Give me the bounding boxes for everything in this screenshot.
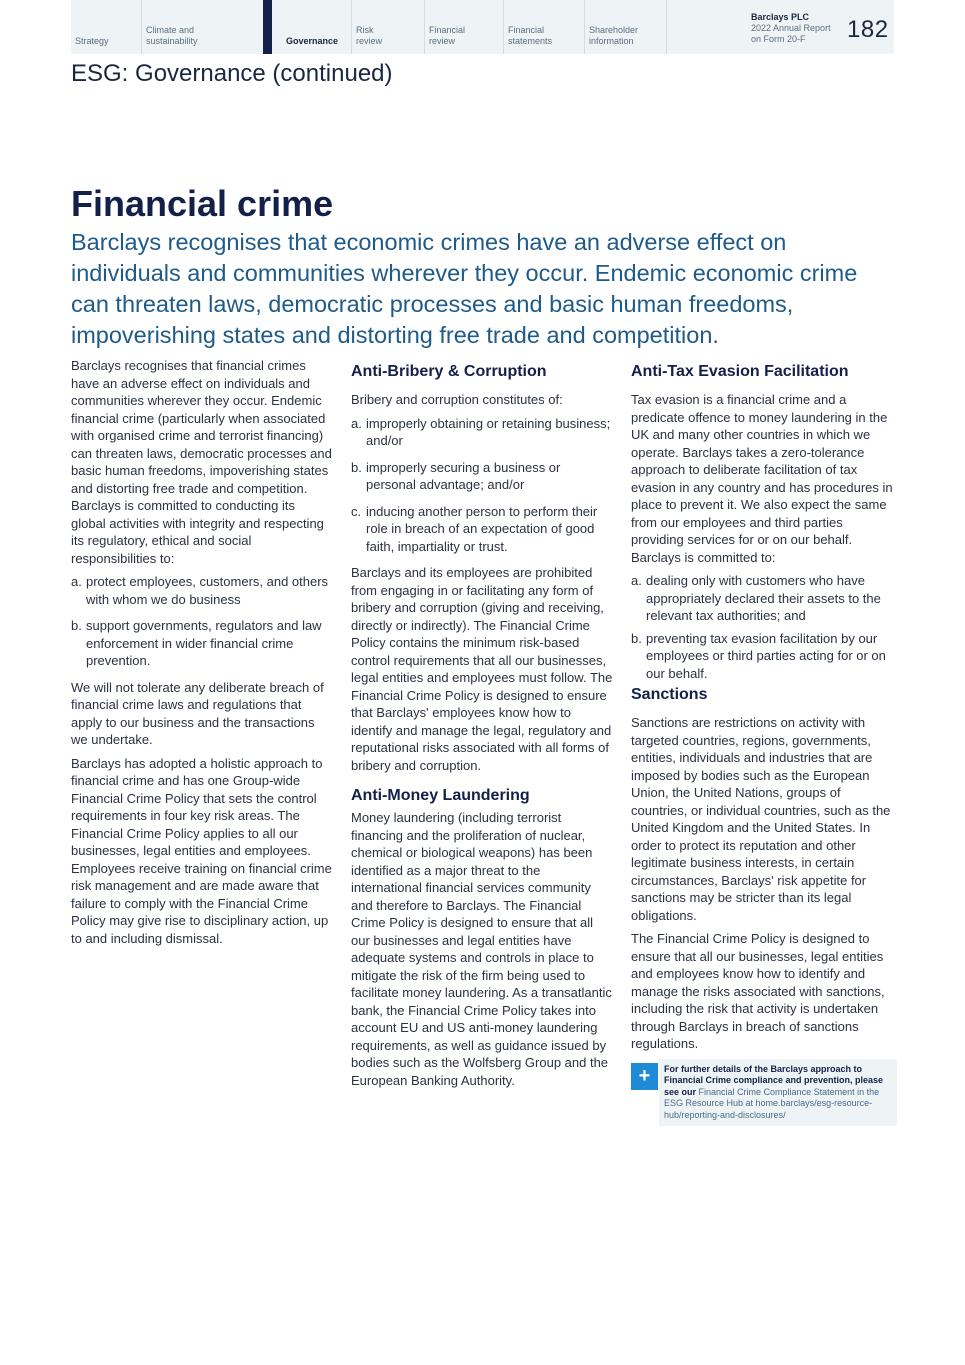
list-item [351,459,613,494]
tab-label: Financial statements [508,25,553,46]
list-item [71,617,333,670]
intro-paragraph: Barclays recognises that economic crimes have an adverse effect on individuals and communities wherever they occur. Endemic economic crime can threaten laws, democratic processes and basic human freedoms, impoverishing states and distorting free trade and competition. [71,229,858,348]
paragraph: Barclays has adopted a holistic approach to financial crime and has one Group-wide Financial Crime Policy that sets the control requirements in four key risk areas. The Financial Crime Policy applies to all our businesses, legal entities and employees. Employees receive training on financial crime risk management and are made aware that failure to comply with the Financial Crime Policy may give rise to disciplinary action, up to and including dismissal. [71,755,332,946]
list-marker: b. [71,618,82,633]
list-item [631,572,896,625]
list-item-text: improperly obtaining or retaining business; and/or [366,415,611,448]
report-name: 2022 Annual Report on Form 20-F [751,23,831,44]
tab-label: Financial review [429,25,466,46]
column-3 [631,357,896,1126]
responsibilities-list [71,573,333,670]
list-item [351,503,613,556]
list-marker: b. [631,630,642,646]
bribery-list [351,415,613,556]
report-info [751,12,831,45]
tab-label: Shareholder information [589,25,639,46]
tab-label: Governance [286,36,339,46]
heading-anti-bribery: Anti-Bribery & Corruption [351,363,547,380]
tab-label: Strategy [75,36,109,46]
tab-label: Risk review [356,25,383,46]
list-item-text: preventing tax evasion facilitation by our employees or third parties acting for or on our behalf. [646,630,886,681]
page-number: 182 [847,16,889,43]
paragraph: The Financial Crime Policy is designed to ensure that all our businesses, legal entities and employees know how to identify and manage the risks associated with sanctions, including the risk that activity is undertaken through Barclays in breach of sanctions regulations. [631,931,885,1051]
tab-climate-and-sustainability[interactable] [141,0,263,54]
paragraph: Money laundering (including terrorist financing and the proliferation of nuclear, chemical or biological weapons) has been identified as a major threat to the international financial services community and therefore to Barclays. The Financial Crime Policy is designed to ensure that all our businesses and legal entities have adequate systems and controls in place to mitigate the risk of the firm being used to facilitate money laundering. As a transatlantic bank, the Financial Crime Policy takes into account EU and US anti-money laundering requirements, as well as guidance issued by bodies such as the Wolfsberg Group and the European Banking Authority. [351,810,612,1088]
list-item-text: protect employees, customers, and others with whom we do business [86,574,329,607]
list-item-text: dealing only with customers who have appropriately declared their assets to the relevant tax authorities; and [646,573,881,623]
tab-governance[interactable] [272,0,351,54]
list-marker: c. [351,503,362,519]
list-item [351,415,613,450]
list-item-text: inducing another person to perform their role in breach of an expectation of good faith, impartiality or trust. [366,503,598,554]
list-item-text: support governments, regulators and law enforcement in wider financial crime prevention. [86,618,322,668]
list-marker: a. [71,574,82,589]
top-navigation [71,0,894,54]
heading-anti-money-laundering: Anti-Money Laundering [351,787,530,804]
list-item-text: improperly securing a business or personal advantage; and/or [366,459,561,492]
heading-sanctions: Sanctions [631,686,708,703]
list-marker: a. [351,415,362,431]
note-bold-text: For further details of the Barclays approach to Financial Crime compliance and prevention, please see our [664,1063,884,1097]
paragraph: Bribery and corruption constitutes of: [351,392,563,407]
tab-shareholder-information[interactable] [584,0,666,54]
list-item [631,630,896,683]
tab-financial-statements[interactable] [503,0,584,54]
company-name: Barclays PLC [751,12,810,22]
tax-list [631,572,896,682]
paragraph: We will not tolerate any deliberate breach of financial crime laws and regulations that apply to our business and the transactions we undertake. [71,679,324,747]
section-title: ESG: Governance (continued) [71,60,393,87]
tab-strategy[interactable] [71,0,141,54]
paragraph: Barclays recognises that financial crimes have an adverse effect on individuals and communities wherever they occur. Endemic financial crime (particularly when associated with organised crime and terrorist financing) can threaten laws, democratic processes and basic human freedoms, impoverishing states and distorting free trade and competition. Barclays is committed to conducting its global activities with integrity and respecting its regulatory, ethical and social responsibilities to: [71,358,332,566]
tab-financial-review[interactable] [424,0,503,54]
paragraph: Sanctions are restrictions on activity with targeted countries, regions, governments, entities, individuals and industries that are imposed by bodies such as the European Union, the United Nations, groups of countries, or individual countries, such as the United Kingdom and the United States. In order to protect its reputation and other legitimate business interests, in certain circumstances, Barclays' risk appetite for sanctions may be stricter than its legal obligations. [631,715,891,923]
heading-anti-tax-evasion: Anti-Tax Evasion Facilitation [631,363,849,380]
active-tab-indicator [263,0,272,54]
tab-risk-review[interactable] [351,0,424,54]
paragraph: Tax evasion is a financial crime and a predicate offence to money laundering in the UK and many other countries in which we operate. Barclays takes a zero-tolerance approach to deliberate facilitation of tax evasion in any country and has procedures in place to prevent it. We also expect the same from our employees and third parties providing services for or on our behalf. Barclays is committed to: [631,392,893,565]
column-2 [351,357,613,1095]
list-marker: b. [351,459,362,475]
note-link-text[interactable]: Financial Crime Compliance Statement in the ESG Resource Hub at home.barclays/esg-resource-hub/reporting-and-disclosures/ [664,1086,880,1120]
page-heading: Financial crime [71,183,334,224]
column-1 [71,357,333,953]
plus-icon: + [631,1063,658,1090]
further-details-note [631,1059,896,1126]
paragraph: Barclays and its employees are prohibited from engaging in or facilitating any form of bribery and corruption (giving and receiving, directly or indirectly). The Financial Crime Policy contains the minimum risk-based control requirements that all our businesses, legal entities and employees must follow. The Financial Crime Policy is designed to ensure that Barclays' employees know how to identify and manage the legal, regulatory and reputational risks associated with all forms of bribery and corruption. [351,565,613,773]
note-box[interactable] [659,1059,897,1126]
list-item [71,573,333,608]
list-marker: a. [631,573,642,588]
tab-label: Climate and sustainability [146,25,198,46]
